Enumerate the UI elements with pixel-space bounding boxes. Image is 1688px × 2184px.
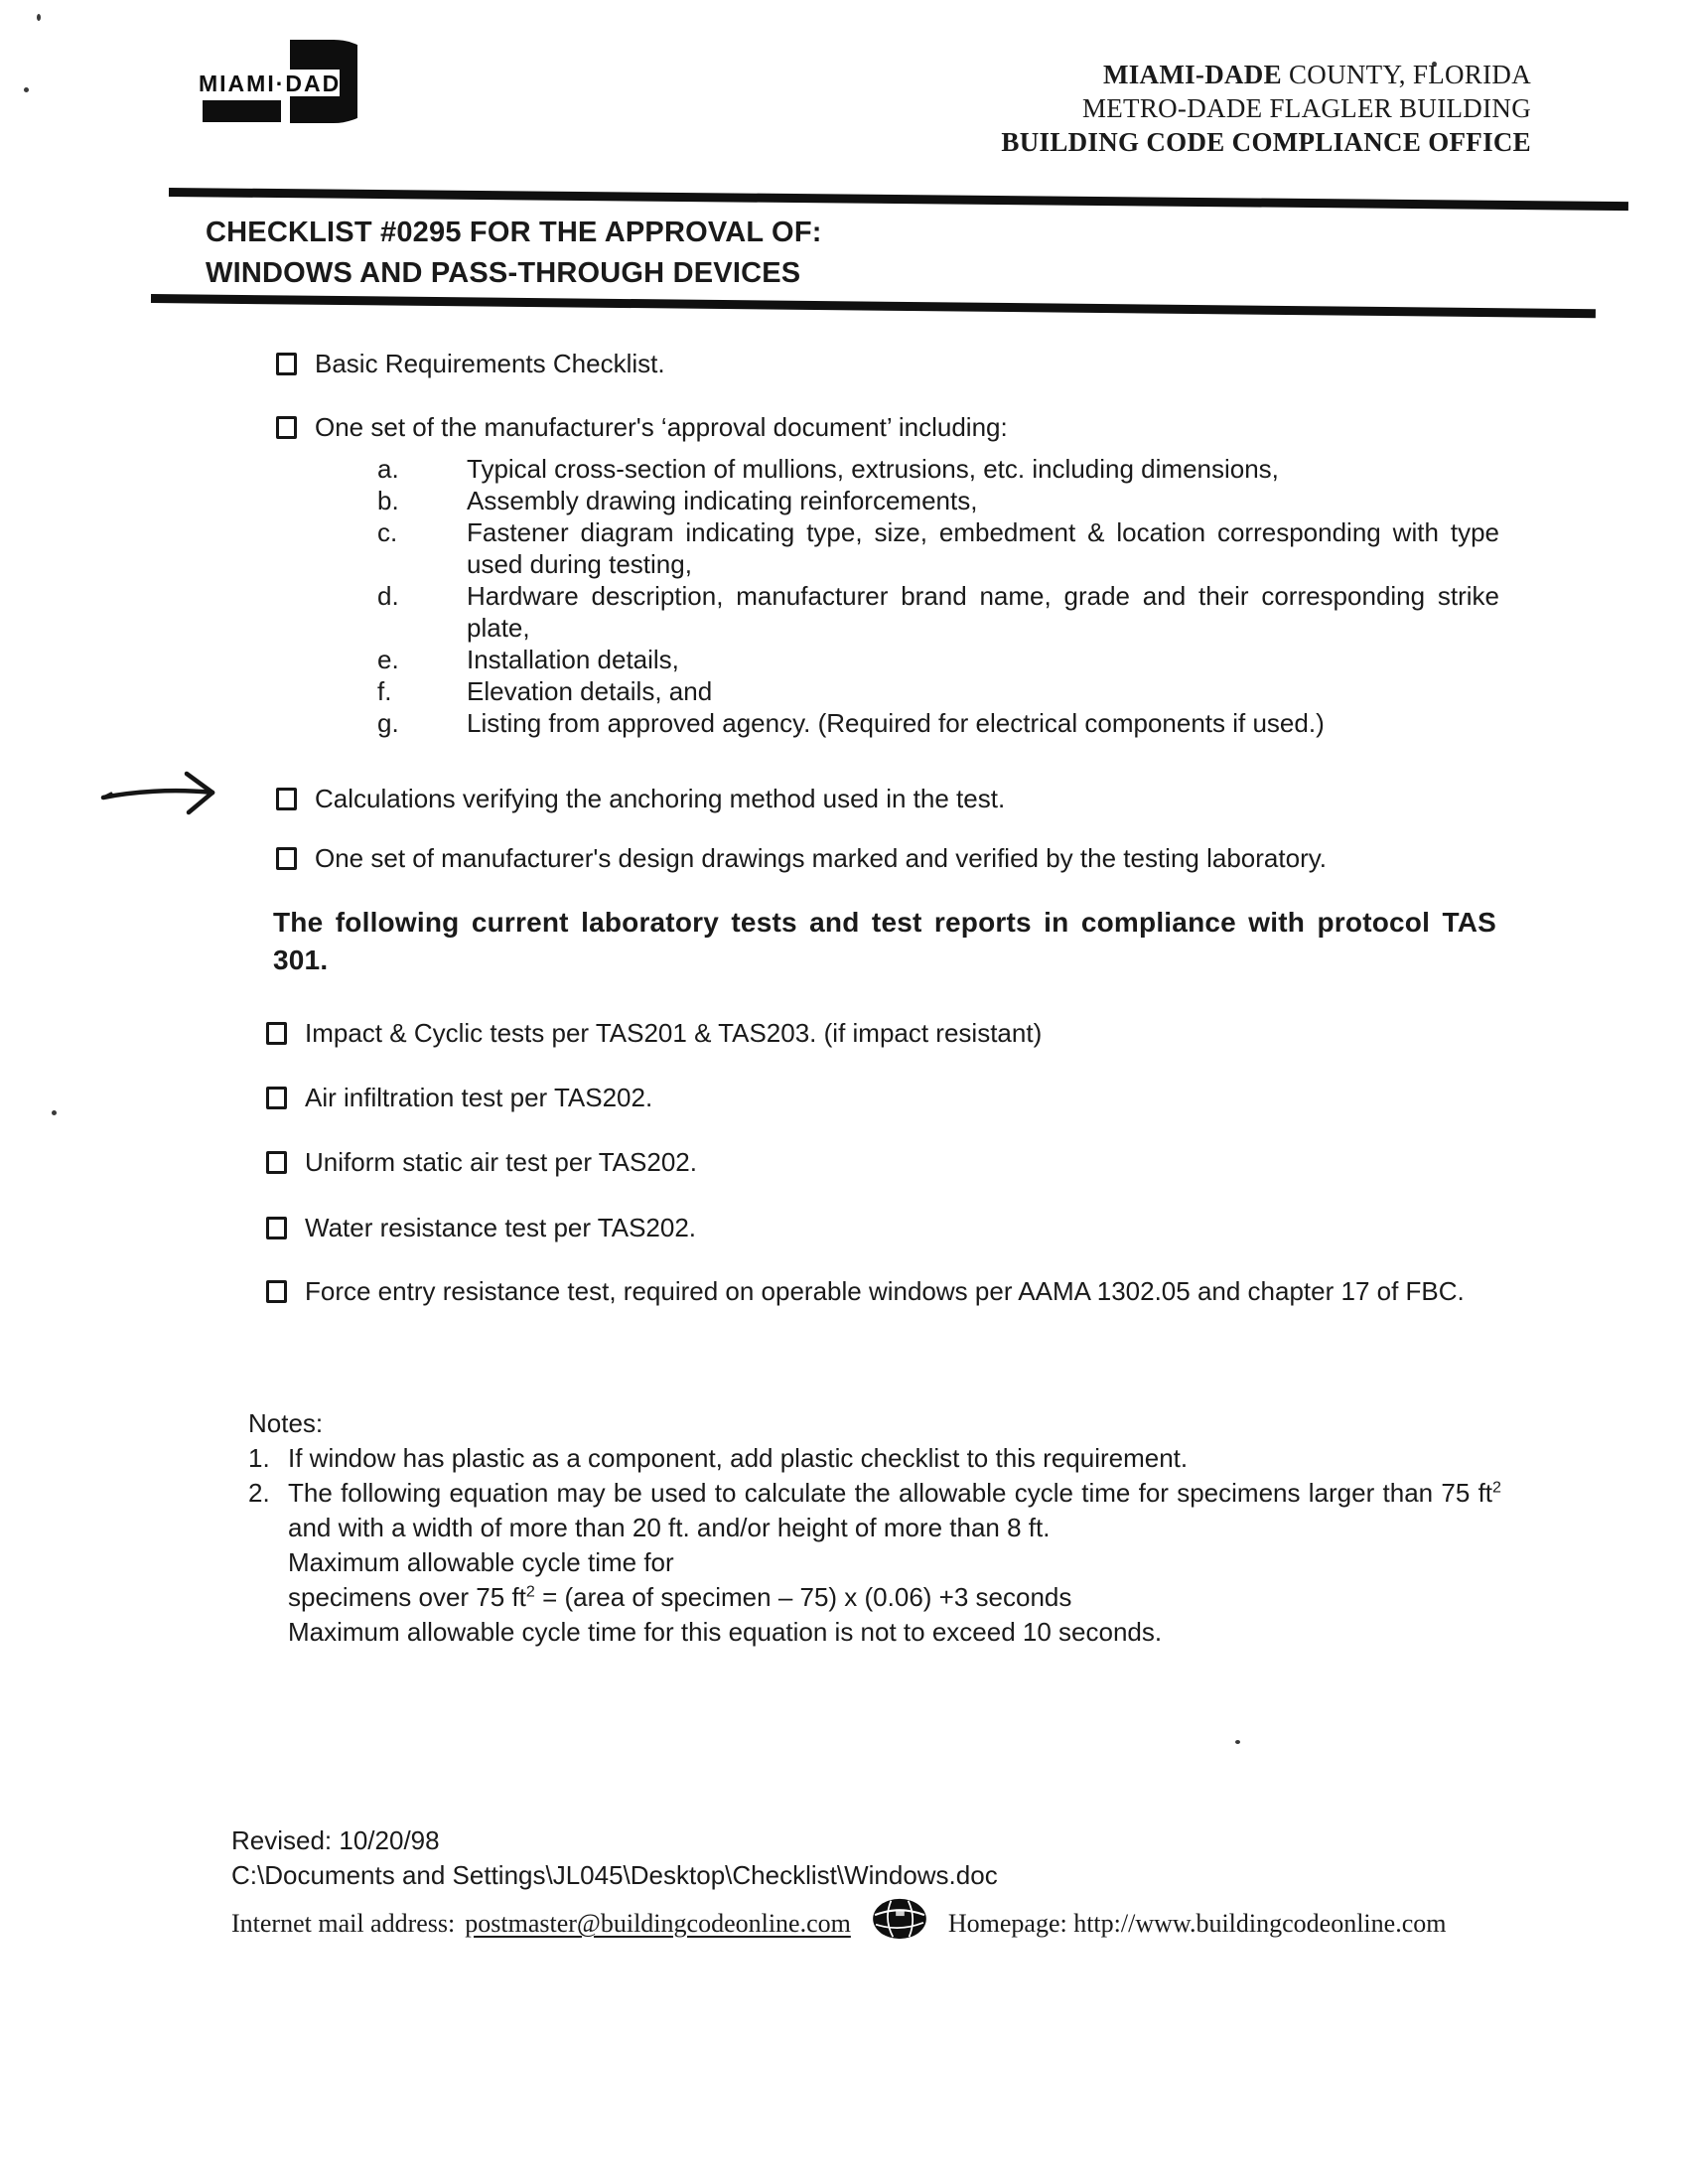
checkbox [266, 1217, 287, 1239]
sub-item-letter: g. [377, 708, 399, 738]
title-line-1: CHECKLIST #0295 FOR THE APPROVAL OF: [206, 217, 822, 248]
checklist-item-force-entry [266, 1275, 1499, 1308]
note-text [288, 1476, 1501, 1650]
document-title [206, 213, 822, 294]
checkbox [276, 847, 297, 870]
note-2-line-2: Maximum allowable cycle time for [288, 1547, 674, 1577]
checklist-item-label: Impact & Cyclic tests per TAS201 & TAS203. (if impact resistant) [305, 1018, 1043, 1048]
scan-speck [37, 14, 41, 21]
sub-item-text: Hardware description, manufacturer brand name, grade and their corresponding strike plate, [467, 581, 1499, 643]
checklist-item-basic-requirements [276, 348, 1497, 380]
checkbox [266, 1280, 287, 1303]
homepage-url: Homepage: http://www.buildingcodeonline.com [947, 1909, 1447, 1938]
notes-heading: Notes: [248, 1408, 324, 1438]
note-text: If window has plastic as a component, add plastic checklist to this requirement. [288, 1443, 1189, 1473]
revised-date: Revised: 10/20/98 [231, 1825, 440, 1855]
checklist-item-label: Air infiltration test per TAS202. [305, 1083, 653, 1112]
sub-item-letter: a. [377, 454, 399, 484]
title-divider-rule [151, 294, 1596, 318]
file-path: C:\Documents and Settings\JL045\Desktop\Checklist\Windows.doc [231, 1860, 998, 1890]
superscript: 2 [1492, 1478, 1501, 1497]
miami-dade-logo [139, 32, 357, 129]
scan-speck [1235, 1740, 1240, 1744]
sub-item-letter: d. [377, 581, 399, 611]
note-number: 2. [248, 1478, 270, 1508]
checklist-item-water-resistance [266, 1212, 1497, 1244]
sub-item-letter: f. [377, 676, 392, 706]
title-line-2: WINDOWS AND PASS-THROUGH DEVICES [206, 257, 801, 289]
approval-document-sublist [377, 453, 1499, 739]
checklist-item-label: Water resistance test per TAS202. [305, 1213, 697, 1242]
scan-speck [24, 87, 29, 92]
superscript: 2 [525, 1582, 535, 1601]
checklist-item-label: Calculations verifying the anchoring method used in the test. [315, 784, 1006, 813]
sub-item-text: Listing from approved agency. (Required for electrical components if used.) [467, 708, 1325, 738]
sub-item-text: Assembly drawing indicating reinforcements, [467, 486, 978, 515]
note-2 [248, 1476, 1501, 1650]
sub-item-b [377, 485, 1499, 516]
sub-item-letter: c. [377, 517, 398, 547]
note-2-equation: specimens over 75 $ft^2$ = (area of specimen – 75) x (0.06) +3 seconds [288, 1582, 1072, 1612]
checklist-item-calculations [276, 783, 1497, 815]
agency-county-rest: COUNTY, FLORIDA [1281, 60, 1531, 89]
sub-item-d [377, 580, 1499, 644]
email-link[interactable]: postmaster@buildingcodeonline.com [465, 1909, 851, 1938]
checkbox [276, 353, 297, 375]
sub-item-e [377, 644, 1499, 675]
checkbox [276, 416, 297, 439]
contact-line [231, 1895, 1446, 1941]
sub-item-a [377, 453, 1499, 485]
sub-item-text: Fastener diagram indicating type, size, embedment & location corresponding with type used during testing, [467, 517, 1499, 579]
sub-item-g [377, 707, 1499, 739]
note-2-paragraph: The following equation may be used to calculate the allowable cycle time for specimens larger than 75 $ft^2$ and with a width of more than 20 ft. and/or height of more than 8 ft. [288, 1478, 1501, 1542]
checkbox [276, 788, 297, 810]
checklist-item-uniform-static-air [266, 1146, 1497, 1179]
miami-dade-logo-graphic [139, 32, 357, 129]
document-footer [231, 1823, 1446, 1941]
checklist-item-impact-cyclic [266, 1017, 1497, 1050]
sub-item-text: Elevation details, and [467, 676, 713, 706]
checklist-item-design-drawings [276, 842, 1507, 875]
scan-speck [52, 1110, 57, 1115]
arrow-icon [99, 767, 230, 818]
note-1 [248, 1441, 1501, 1476]
agency-line-1 [1001, 58, 1531, 91]
agency-line-3: BUILDING CODE COMPLIANCE OFFICE [1001, 127, 1531, 157]
header-divider-rule [169, 188, 1628, 211]
globe-icon [871, 1895, 928, 1941]
logo-text: MIAMI·DADE [199, 71, 357, 96]
sub-item-c [377, 516, 1499, 580]
sub-item-f [377, 675, 1499, 707]
note-number: 1. [248, 1443, 270, 1473]
note-2-line-4: Maximum allowable cycle time for this equation is not to exceed 10 seconds. [288, 1617, 1163, 1647]
tests-section-heading: The following current laboratory tests and test reports in compliance with protocol TAS 301. [273, 907, 1496, 975]
sub-item-letter: e. [377, 645, 399, 674]
checklist-item-label: One set of manufacturer's design drawings marked and verified by the testing laboratory. [315, 843, 1328, 873]
checklist-item-label: One set of the manufacturer's ‘approval document’ including: [315, 412, 1008, 442]
sub-item-text: Installation details, [467, 645, 679, 674]
checkbox [266, 1087, 287, 1109]
checklist-item-label: Force entry resistance test, required on operable windows per AAMA 1302.05 and chapter 17 of FBC. [305, 1276, 1465, 1306]
checklist-item-air-infiltration [266, 1082, 1497, 1114]
checkbox [266, 1022, 287, 1045]
handwritten-arrow-annotation [99, 767, 230, 818]
mail-label: Internet mail address: [231, 1909, 456, 1938]
agency-county-bold: MIAMI-DADE [1102, 60, 1282, 89]
checklist-item-label: Uniform static air test per TAS202. [305, 1147, 697, 1177]
sub-item-letter: b. [377, 486, 399, 515]
sub-item-text: Typical cross-section of mullions, extrusions, etc. including dimensions, [467, 454, 1279, 484]
agency-header [1001, 58, 1531, 159]
notes-section [248, 1406, 1501, 1650]
checkbox [266, 1151, 287, 1174]
checklist-item-approval-document [276, 411, 1497, 444]
checklist-item-label: Basic Requirements Checklist. [315, 349, 665, 378]
agency-line-2: METRO-DADE FLAGLER BUILDING [1081, 93, 1531, 123]
